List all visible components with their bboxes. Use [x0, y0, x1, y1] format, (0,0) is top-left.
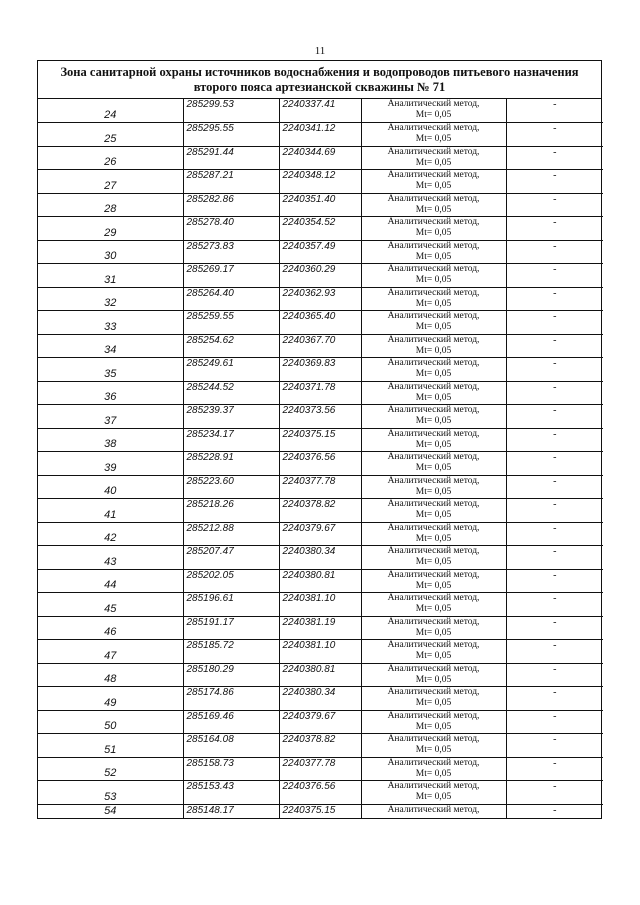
- table-body: [38, 99, 603, 818]
- method-name: Аналитический метод,: [387, 804, 480, 815]
- table-row: [38, 123, 603, 147]
- method-accuracy: Mt= 0,05: [415, 369, 452, 379]
- coordinate-x: 285244.52: [183, 381, 279, 405]
- table-row: [38, 499, 603, 523]
- method-cell: [361, 499, 506, 523]
- method-name: Аналитический метод,: [387, 687, 480, 697]
- table-row: [38, 334, 603, 358]
- title-line-1: Зона санитарной охраны источников водоснабжения и водопроводов питьевого назначения: [60, 64, 579, 79]
- method-accuracy: Mt= 0,05: [415, 157, 452, 168]
- method-accuracy: Mt= 0,05: [415, 228, 452, 238]
- method-cell: [361, 146, 506, 170]
- remark-cell: -: [506, 475, 603, 499]
- method-cell: [361, 311, 506, 335]
- coordinate-y: 2240380.81: [279, 663, 361, 687]
- table-row: [38, 522, 603, 546]
- method-name: Аналитический метод,: [387, 311, 480, 321]
- method-name: Аналитический метод,: [387, 593, 480, 603]
- coordinate-y: 2240360.29: [279, 264, 361, 288]
- method-accuracy: Mt= 0,05: [415, 134, 452, 144]
- remark-cell: -: [506, 804, 603, 818]
- remark-cell: -: [506, 428, 603, 452]
- coordinate-y: 2240351.40: [279, 193, 361, 217]
- point-number: 39: [38, 452, 183, 476]
- method-accuracy: Mt= 0,05: [415, 110, 452, 120]
- method-accuracy: Mt= 0,05: [415, 275, 452, 285]
- method-accuracy: Mt= 0,05: [415, 463, 452, 473]
- remark-cell: -: [506, 640, 603, 664]
- point-number: 54: [38, 804, 183, 818]
- method-cell: [361, 522, 506, 546]
- method-cell: [361, 358, 506, 382]
- point-number: 53: [38, 781, 183, 805]
- method-accuracy: Mt= 0,05: [415, 181, 452, 191]
- point-number: 31: [38, 264, 183, 288]
- table-row: [38, 640, 603, 664]
- method-accuracy: Mt= 0,05: [415, 698, 452, 708]
- coordinate-x: 285228.91: [183, 452, 279, 476]
- method-accuracy: Mt= 0,05: [415, 674, 452, 685]
- coordinate-y: 2240369.83: [279, 358, 361, 382]
- coordinate-x: 285212.88: [183, 522, 279, 546]
- coordinate-y: 2240377.78: [279, 475, 361, 499]
- method-cell: [361, 569, 506, 593]
- coordinate-x: 285164.08: [183, 734, 279, 758]
- remark-cell: -: [506, 616, 603, 640]
- method-name: Аналитический метод,: [387, 640, 480, 650]
- point-number: 47: [38, 640, 183, 664]
- method-accuracy: Mt= 0,05: [415, 768, 452, 779]
- point-number: 45: [38, 593, 183, 617]
- method-accuracy: Mt= 0,05: [415, 392, 452, 403]
- coordinate-y: 2240362.93: [279, 287, 361, 311]
- method-accuracy: Mt= 0,05: [415, 533, 452, 544]
- method-cell: [361, 428, 506, 452]
- remark-cell: -: [506, 287, 603, 311]
- method-name: Аналитический метод,: [387, 99, 480, 109]
- method-name: Аналитический метод,: [387, 499, 480, 509]
- method-name: Аналитический метод,: [387, 334, 480, 345]
- table-row: [38, 358, 603, 382]
- table-row: [38, 757, 603, 781]
- method-name: Аналитический метод,: [387, 663, 480, 674]
- point-number: 41: [38, 499, 183, 523]
- method-name: Аналитический метод,: [387, 546, 480, 556]
- method-cell: [361, 757, 506, 781]
- coordinate-y: 2240380.34: [279, 687, 361, 711]
- coordinate-x: 285169.46: [183, 710, 279, 734]
- method-accuracy: Mt= 0,05: [415, 439, 452, 450]
- coordinate-x: 285196.61: [183, 593, 279, 617]
- method-accuracy: Mt= 0,05: [415, 486, 452, 497]
- method-cell: [361, 452, 506, 476]
- method-cell: [361, 663, 506, 687]
- remark-cell: -: [506, 757, 603, 781]
- method-accuracy: Mt= 0,05: [415, 345, 452, 356]
- method-name: Аналитический метод,: [387, 287, 480, 298]
- point-number: 36: [38, 381, 183, 405]
- remark-cell: -: [506, 264, 603, 288]
- coordinate-y: 2240381.10: [279, 593, 361, 617]
- remark-cell: -: [506, 405, 603, 429]
- coordinate-x: 285287.21: [183, 170, 279, 194]
- point-number: 50: [38, 710, 183, 734]
- table-row: [38, 593, 603, 617]
- method-name: Аналитический метод,: [387, 240, 480, 251]
- coordinate-x: 285158.73: [183, 757, 279, 781]
- coordinate-x: 285254.62: [183, 334, 279, 358]
- point-number: 52: [38, 757, 183, 781]
- table-row: [38, 452, 603, 476]
- remark-cell: -: [506, 710, 603, 734]
- method-name: Аналитический метод,: [387, 405, 480, 415]
- point-number: 46: [38, 616, 183, 640]
- coordinates-table: [38, 99, 603, 818]
- coordinate-y: 2240373.56: [279, 405, 361, 429]
- method-cell: [361, 334, 506, 358]
- coordinate-x: 285174.86: [183, 687, 279, 711]
- coordinate-x: 285259.55: [183, 311, 279, 335]
- method-cell: [361, 99, 506, 123]
- table-row: [38, 546, 603, 570]
- table-row: [38, 170, 603, 194]
- table-row: [38, 663, 603, 687]
- point-number: 48: [38, 663, 183, 687]
- method-cell: [361, 734, 506, 758]
- table-row: [38, 804, 603, 818]
- table-row: [38, 687, 603, 711]
- coordinate-y: 2240378.82: [279, 734, 361, 758]
- table-row: [38, 428, 603, 452]
- method-name: Аналитический метод,: [387, 710, 480, 721]
- point-number: 35: [38, 358, 183, 382]
- method-cell: [361, 217, 506, 241]
- coordinate-x: 285295.55: [183, 123, 279, 147]
- remark-cell: -: [506, 381, 603, 405]
- coordinate-x: 285264.40: [183, 287, 279, 311]
- coordinate-x: 285202.05: [183, 569, 279, 593]
- method-cell: [361, 804, 506, 818]
- remark-cell: -: [506, 593, 603, 617]
- point-number: 24: [38, 99, 183, 123]
- method-accuracy: Mt= 0,05: [415, 416, 452, 426]
- coordinate-y: 2240357.49: [279, 240, 361, 264]
- coordinate-x: 285291.44: [183, 146, 279, 170]
- remark-cell: -: [506, 734, 603, 758]
- remark-cell: -: [506, 781, 603, 805]
- coordinate-x: 285207.47: [183, 546, 279, 570]
- method-name: Аналитический метод,: [387, 616, 480, 627]
- method-name: Аналитический метод,: [387, 475, 480, 486]
- point-number: 44: [38, 569, 183, 593]
- point-number: 29: [38, 217, 183, 241]
- method-cell: [361, 193, 506, 217]
- remark-cell: -: [506, 146, 603, 170]
- coordinate-y: 2240375.15: [279, 804, 361, 818]
- coordinate-y: 2240337.41: [279, 99, 361, 123]
- method-cell: [361, 381, 506, 405]
- remark-cell: -: [506, 170, 603, 194]
- point-number: 25: [38, 123, 183, 147]
- remark-cell: -: [506, 240, 603, 264]
- title-line-2: второго пояса артезианской скважины № 71: [193, 79, 446, 94]
- coordinate-x: 285282.86: [183, 193, 279, 217]
- method-name: Аналитический метод,: [387, 146, 480, 157]
- method-cell: [361, 287, 506, 311]
- point-number: 32: [38, 287, 183, 311]
- method-name: Аналитический метод,: [387, 781, 480, 791]
- method-accuracy: Mt= 0,05: [415, 651, 452, 661]
- method-name: Аналитический метод,: [387, 452, 480, 462]
- remark-cell: -: [506, 687, 603, 711]
- table-row: [38, 146, 603, 170]
- method-name: Аналитический метод,: [387, 193, 480, 204]
- method-name: Аналитический метод,: [387, 734, 480, 744]
- point-number: 33: [38, 311, 183, 335]
- table-row: [38, 240, 603, 264]
- table-row: [38, 616, 603, 640]
- method-accuracy: Mt= 0,05: [415, 298, 452, 309]
- coordinate-y: 2240341.12: [279, 123, 361, 147]
- coordinate-y: 2240375.15: [279, 428, 361, 452]
- method-accuracy: Mt= 0,05: [415, 322, 452, 332]
- remark-cell: -: [506, 522, 603, 546]
- coordinate-x: 285269.17: [183, 264, 279, 288]
- coordinate-y: 2240367.70: [279, 334, 361, 358]
- method-accuracy: Mt= 0,05: [415, 580, 452, 591]
- method-cell: [361, 546, 506, 570]
- remark-cell: -: [506, 99, 603, 123]
- method-cell: [361, 264, 506, 288]
- method-name: Аналитический метод,: [387, 522, 480, 533]
- point-number: 30: [38, 240, 183, 264]
- point-number: 26: [38, 146, 183, 170]
- coordinate-x: 285185.72: [183, 640, 279, 664]
- table-title: [38, 61, 601, 99]
- point-number: 43: [38, 546, 183, 570]
- coordinate-y: 2240376.56: [279, 452, 361, 476]
- coordinate-x: 285148.17: [183, 804, 279, 818]
- table-row: [38, 311, 603, 335]
- method-name: Аналитический метод,: [387, 217, 480, 227]
- method-name: Аналитический метод,: [387, 123, 480, 133]
- method-cell: [361, 687, 506, 711]
- method-accuracy: Mt= 0,05: [415, 792, 452, 802]
- method-accuracy: Mt= 0,05: [415, 604, 452, 614]
- point-number: 38: [38, 428, 183, 452]
- page-number: 11: [314, 45, 326, 57]
- coordinate-y: 2240379.67: [279, 710, 361, 734]
- remark-cell: -: [506, 123, 603, 147]
- coordinate-y: 2240344.69: [279, 146, 361, 170]
- coordinate-y: 2240381.19: [279, 616, 361, 640]
- table-row: [38, 569, 603, 593]
- remark-cell: -: [506, 499, 603, 523]
- point-number: 49: [38, 687, 183, 711]
- table-row: [38, 217, 603, 241]
- method-cell: [361, 240, 506, 264]
- method-name: Аналитический метод,: [387, 757, 480, 768]
- method-accuracy: Mt= 0,05: [415, 745, 452, 755]
- method-cell: [361, 640, 506, 664]
- point-number: 37: [38, 405, 183, 429]
- point-number: 51: [38, 734, 183, 758]
- point-number: 40: [38, 475, 183, 499]
- coordinate-x: 285278.40: [183, 217, 279, 241]
- point-number: 34: [38, 334, 183, 358]
- coordinate-x: 285153.43: [183, 781, 279, 805]
- coordinate-y: 2240379.67: [279, 522, 361, 546]
- coordinate-x: 285239.37: [183, 405, 279, 429]
- remark-cell: -: [506, 569, 603, 593]
- coordinate-x: 285191.17: [183, 616, 279, 640]
- method-cell: [361, 405, 506, 429]
- method-cell: [361, 593, 506, 617]
- coordinate-y: 2240376.56: [279, 781, 361, 805]
- coordinate-y: 2240378.82: [279, 499, 361, 523]
- coordinate-y: 2240371.78: [279, 381, 361, 405]
- method-cell: [361, 616, 506, 640]
- table-row: [38, 99, 603, 123]
- remark-cell: -: [506, 546, 603, 570]
- method-name: Аналитический метод,: [387, 381, 480, 392]
- method-cell: [361, 123, 506, 147]
- coordinate-x: 285299.53: [183, 99, 279, 123]
- method-accuracy: Mt= 0,05: [415, 251, 452, 262]
- point-number: 28: [38, 193, 183, 217]
- remark-cell: -: [506, 663, 603, 687]
- table-row: [38, 734, 603, 758]
- coordinate-x: 285223.60: [183, 475, 279, 499]
- method-name: Аналитический метод,: [387, 358, 480, 368]
- table-row: [38, 287, 603, 311]
- point-number: 42: [38, 522, 183, 546]
- remark-cell: -: [506, 217, 603, 241]
- method-accuracy: Mt= 0,05: [415, 721, 452, 732]
- coordinate-x: 285218.26: [183, 499, 279, 523]
- method-cell: [361, 475, 506, 499]
- remark-cell: -: [506, 358, 603, 382]
- coordinate-x: 285249.61: [183, 358, 279, 382]
- coordinate-x: 285234.17: [183, 428, 279, 452]
- table-row: [38, 264, 603, 288]
- coordinate-x: 285273.83: [183, 240, 279, 264]
- method-accuracy: Mt= 0,05: [415, 204, 452, 215]
- method-cell: [361, 781, 506, 805]
- method-accuracy: Mt= 0,05: [415, 627, 452, 638]
- table-row: [38, 781, 603, 805]
- table-row: [38, 475, 603, 499]
- coordinates-sheet: [37, 60, 602, 819]
- point-number: 27: [38, 170, 183, 194]
- method-name: Аналитический метод,: [387, 569, 480, 580]
- table-row: [38, 381, 603, 405]
- method-name: Аналитический метод,: [387, 428, 480, 439]
- coordinate-y: 2240380.34: [279, 546, 361, 570]
- coordinate-y: 2240380.81: [279, 569, 361, 593]
- coordinate-y: 2240377.78: [279, 757, 361, 781]
- coordinate-y: 2240354.52: [279, 217, 361, 241]
- remark-cell: -: [506, 193, 603, 217]
- remark-cell: -: [506, 311, 603, 335]
- table-row: [38, 405, 603, 429]
- method-accuracy: Mt= 0,05: [415, 510, 452, 520]
- remark-cell: -: [506, 334, 603, 358]
- table-row: [38, 710, 603, 734]
- table-row: [38, 193, 603, 217]
- method-name: Аналитический метод,: [387, 170, 480, 180]
- method-cell: [361, 170, 506, 194]
- coordinate-y: 2240381.10: [279, 640, 361, 664]
- method-name: Аналитический метод,: [387, 264, 480, 274]
- coordinate-x: 285180.29: [183, 663, 279, 687]
- method-cell: [361, 710, 506, 734]
- remark-cell: -: [506, 452, 603, 476]
- method-accuracy: Mt= 0,05: [415, 557, 452, 567]
- coordinate-y: 2240365.40: [279, 311, 361, 335]
- coordinate-y: 2240348.12: [279, 170, 361, 194]
